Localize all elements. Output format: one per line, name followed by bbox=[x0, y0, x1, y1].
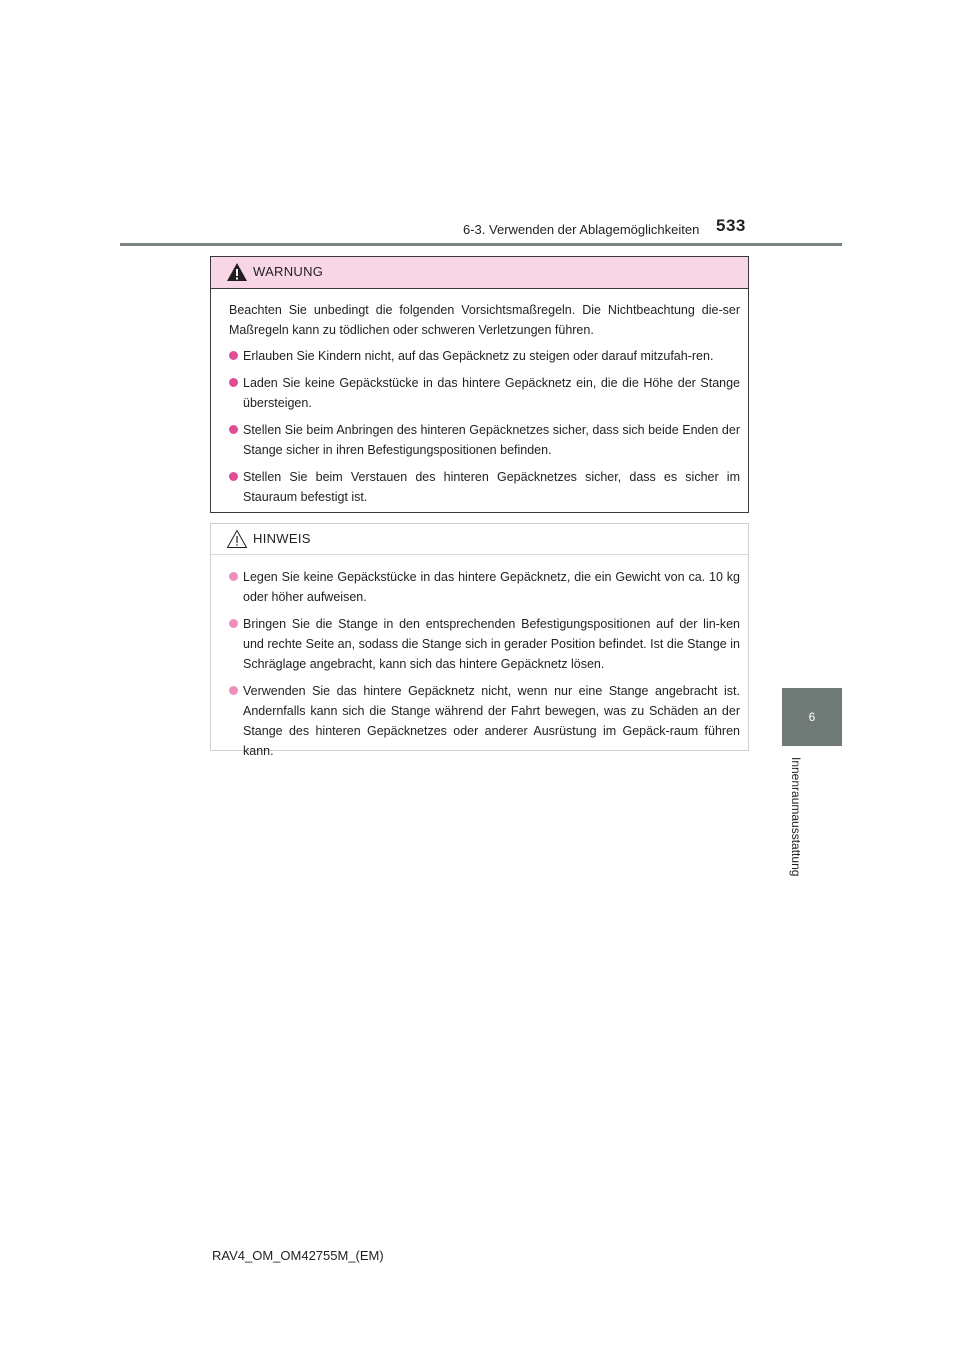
list-item bbox=[229, 681, 740, 761]
warning-box bbox=[210, 256, 749, 513]
list-item bbox=[229, 420, 740, 460]
list-item-text: Bringen Sie die Stange in den entsprechenden Befestigungspositionen auf der lin-ken und rechte Seite an, sodass die Stange sich in gerader Position befindet. Ist die Stange in Schräglage angebracht, kann sich das hintere Gepäcknetz lösen. bbox=[243, 617, 740, 671]
list-item bbox=[229, 467, 740, 507]
list-item bbox=[229, 373, 740, 413]
warning-intro: Beachten Sie unbedingt die folgenden Vorsichtsmaßregeln. Die Nichtbeachtung die-ser Maßregeln kann zu tödlichen oder schweren Verletzungen führen. bbox=[229, 303, 740, 337]
list-item-text: Verwenden Sie das hintere Gepäcknetz nicht, wenn nur eine Stange angebracht ist. Andernfalls kann sich die Stange während der Fahrt bewegen, was zu Schäden an der Stange des hinteren Gepäcknetzes oder anderer Ausrüstung im Gepäck-raum führen kann. bbox=[243, 684, 740, 758]
notice-body bbox=[211, 555, 748, 761]
bullet-dot bbox=[229, 572, 238, 581]
warning-body bbox=[211, 289, 748, 507]
warning-triangle-icon bbox=[226, 262, 248, 282]
list-item-text: Laden Sie keine Gepäckstücke in das hintere Gepäcknetz ein, die die Höhe der Stange übersteigen. bbox=[243, 376, 740, 410]
header-section-title: 6-3. Verwenden der Ablagemöglichkeiten bbox=[463, 222, 700, 237]
list-item-text: Legen Sie keine Gepäckstücke in das hintere Gepäcknetz, die ein Gewicht von ca. 10 kg oder höher aufweisen. bbox=[243, 570, 740, 604]
chapter-side-label: Innenraumausstattung bbox=[789, 757, 803, 877]
bullet-dot bbox=[229, 425, 238, 434]
list-item-text: Erlauben Sie Kindern nicht, auf das Gepäcknetz zu steigen oder darauf mitzufah-ren. bbox=[243, 349, 714, 363]
bullet-dot bbox=[229, 686, 238, 695]
footer-manual-code: RAV4_OM_OM42755M_(EM) bbox=[212, 1248, 384, 1263]
warning-title: WARNUNG bbox=[253, 264, 324, 279]
notice-box bbox=[210, 523, 749, 758]
notice-title: HINWEIS bbox=[253, 531, 311, 546]
page-number: 533 bbox=[716, 216, 746, 235]
bullet-dot bbox=[229, 378, 238, 387]
bullet-dot bbox=[229, 619, 238, 628]
list-item bbox=[229, 614, 740, 674]
notice-header bbox=[211, 524, 748, 555]
list-item bbox=[229, 567, 740, 607]
bullet-dot bbox=[229, 351, 238, 360]
warning-header bbox=[211, 257, 748, 289]
chapter-tab-number: 6 bbox=[808, 710, 816, 724]
bullet-dot bbox=[229, 472, 238, 481]
list-item bbox=[229, 346, 740, 366]
chapter-tab bbox=[782, 688, 842, 746]
list-item-text: Stellen Sie beim Verstauen des hinteren Gepäcknetzes sicher, dass es sicher im Stauraum befestigt ist. bbox=[243, 470, 740, 504]
caution-outline-triangle-icon bbox=[226, 529, 248, 549]
header-rule bbox=[120, 243, 842, 246]
list-item-text: Stellen Sie beim Anbringen des hinteren Gepäcknetzes sicher, dass sich beide Enden der Stange sicher in ihren Befestigungspositionen befinden. bbox=[243, 423, 740, 457]
